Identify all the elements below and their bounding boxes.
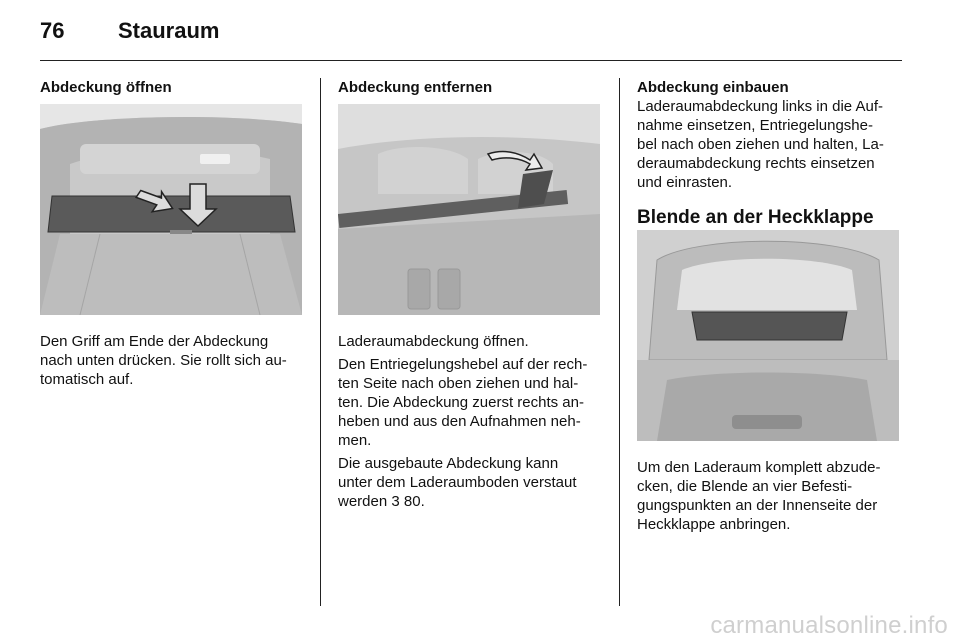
text-line: ten. Die Abdeckung zuerst rechts an- xyxy=(338,394,584,411)
text-line: tomatisch auf. xyxy=(40,371,134,388)
text-line: und einrasten. xyxy=(637,174,733,191)
figure-tailgate-panel xyxy=(637,230,899,441)
column-divider-2 xyxy=(619,78,620,606)
column-3 xyxy=(637,78,899,230)
text-line: ten Seite nach oben ziehen und hal- xyxy=(338,375,579,392)
text-line: Den Griff am Ende der Abdeckung xyxy=(40,333,269,350)
page-header xyxy=(40,18,219,44)
column-3-text xyxy=(637,458,899,534)
column-2 xyxy=(338,78,600,97)
text-line: men. xyxy=(338,432,372,449)
text-line: unter dem Laderaumboden verstaut xyxy=(338,474,577,491)
page-title: Stauraum xyxy=(118,18,220,43)
page-number: 76 xyxy=(40,18,65,43)
text-line: nach unten drücken. Sie rollt sich au- xyxy=(40,352,287,369)
cross-reference-icon: 3 xyxy=(391,493,400,510)
text-line: Laderaumabdeckung links in die Auf- xyxy=(637,98,883,115)
figure-remove-cover xyxy=(338,104,600,315)
text-line-xref xyxy=(338,492,600,511)
text-line: bel nach oben ziehen und halten, La- xyxy=(637,136,884,153)
header-rule xyxy=(40,60,902,61)
text-line: Die ausgebaute Abdeckung kann xyxy=(338,455,559,472)
heading-abdeckung-entfernen: Abdeckung entfernen xyxy=(338,79,493,96)
text-line: Heckklappe anbringen. xyxy=(637,516,791,533)
text-line: deraumabdeckung rechts einsetzen xyxy=(637,155,875,172)
text-line: heben und aus den Aufnahmen neh- xyxy=(338,413,581,430)
text-line: gungspunkten an der Innenseite der xyxy=(637,497,878,514)
text-werden: werden xyxy=(338,493,388,510)
watermark: carmanualsonline.info xyxy=(710,612,948,639)
column-1 xyxy=(40,78,302,97)
column-2-text xyxy=(338,332,600,511)
figure-open-cover xyxy=(40,104,302,315)
column-divider-1 xyxy=(320,78,321,606)
text-line: Um den Laderaum komplett abzude- xyxy=(637,459,881,476)
text-line: Den Entriegelungshebel auf der rech- xyxy=(338,356,588,373)
heading-blende-heckklappe: Blende an der Heckklappe xyxy=(637,207,874,228)
column-1-text xyxy=(40,332,302,389)
text-line: nahme einsetzen, Entriegelungshe- xyxy=(637,117,873,134)
paragraph-open: Laderaumabdeckung öffnen. xyxy=(338,333,529,350)
heading-abdeckung-einbauen: Abdeckung einbauen xyxy=(637,79,789,96)
cross-reference-page: 80. xyxy=(403,493,425,510)
text-line: cken, die Blende an vier Befesti- xyxy=(637,478,853,495)
heading-abdeckung-oeffnen: Abdeckung öffnen xyxy=(40,79,172,96)
